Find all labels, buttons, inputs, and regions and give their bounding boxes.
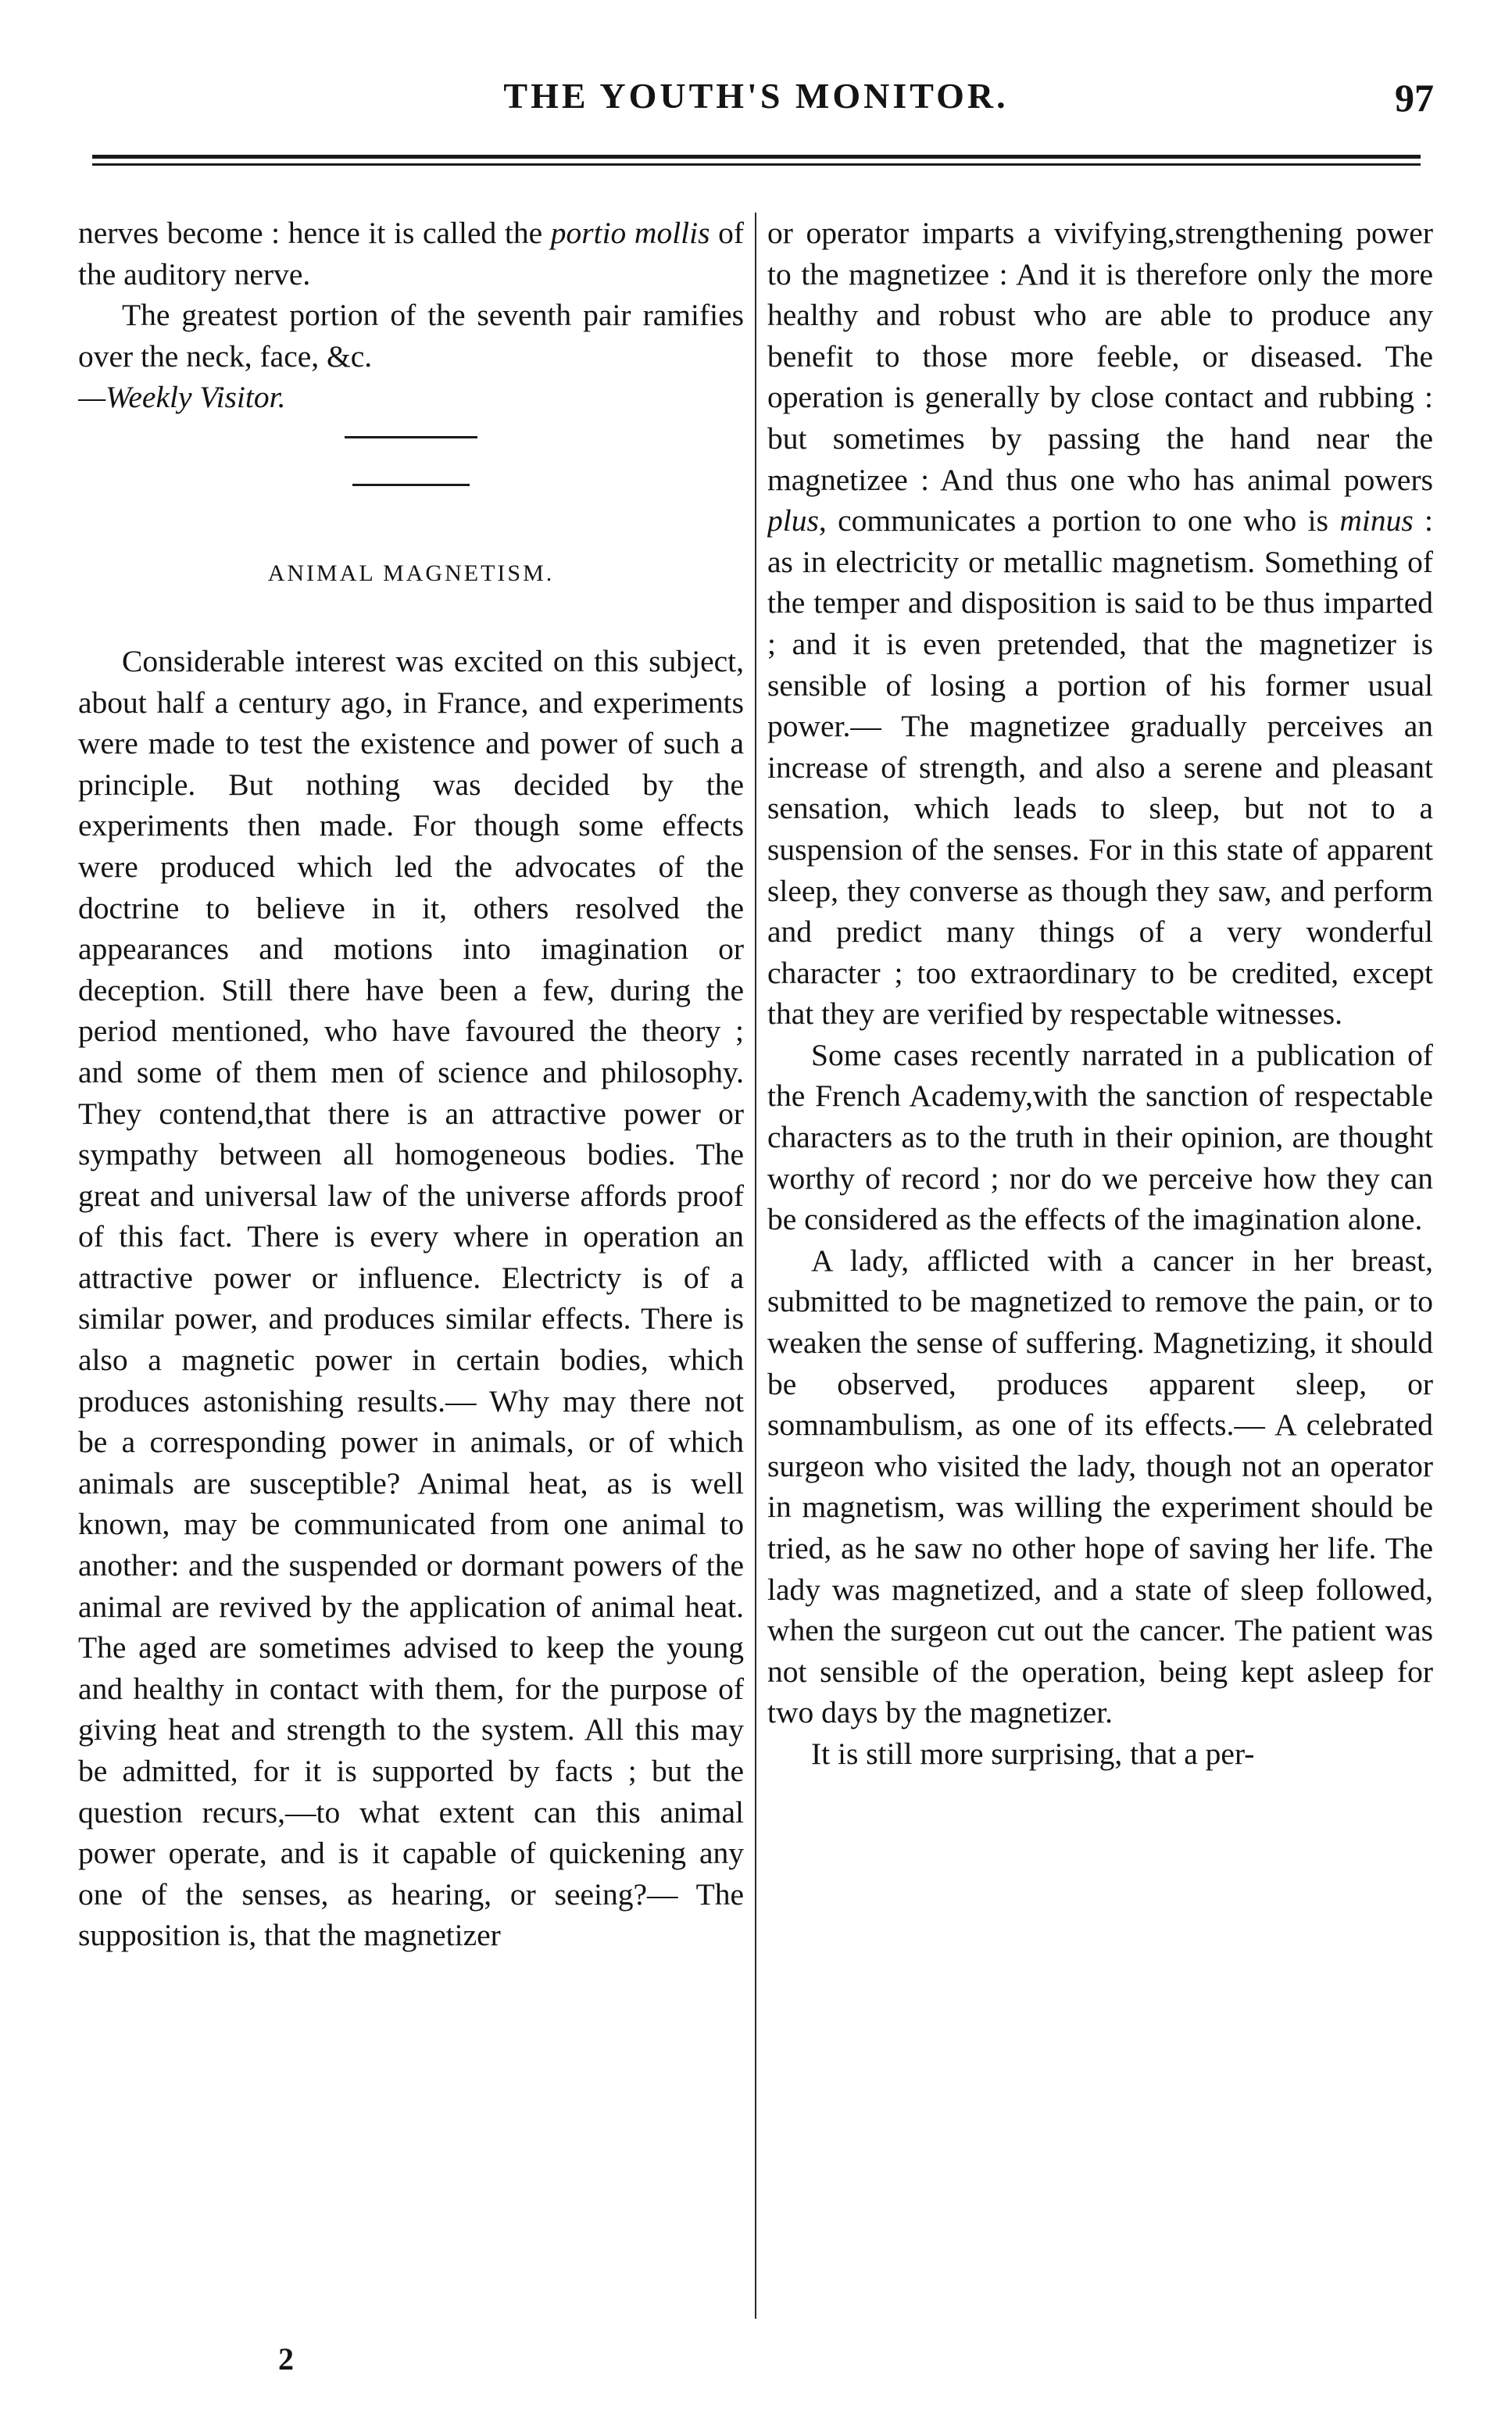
header-double-rule-bottom <box>92 163 1421 166</box>
cancer-case-paragraph: A lady, afflicted with a cancer in her breast, submitted to be magnetized to remove the pain, or to weaken the sense of suffering. Magnetizing, it should be observed, produces apparent sleep, or somnambulism, as one of its effects.— A celebrated surgeon who visited the lady, though not an operator in magnetism, was willing the experiment should be tried, as he saw no other hope of saving her life. The lady was magnetized, and a state of sleep followed, when the surgeon cut out the cancer. The patient was not sensible of the operation, being kept asleep for two days by the magnetizer. <box>767 1243 1433 1730</box>
left-column <box>78 213 744 2338</box>
signature-mark: 2 <box>278 2341 294 2377</box>
column-divider <box>755 213 756 2319</box>
running-header <box>78 75 1434 145</box>
page-number: 97 <box>1395 76 1434 120</box>
header-double-rule-top <box>92 155 1421 159</box>
term-minus: minus <box>1339 503 1414 538</box>
paragraph-text: : as in electricity or metallic magnetism. Something of the temper and disposition is said to be thus imparted ; and it is even pretended, that the magnetizer is sensible of losing a portion of his former usual power.— The magnetizee gradually perceives an increase of strength, and also a serene and pleasant sensation, which leads to sleep, but not to a suspension of the senses. For in this state of apparent sleep, they converse as though they saw, and perform and predict many things of a very wonderful character ; too extraordinary to be credited, except that they are verified by respectable witnesses. <box>767 503 1433 1032</box>
latin-term: portio mollis <box>550 216 710 250</box>
section-divider-rule-2 <box>352 484 470 486</box>
right-column <box>767 213 1433 2338</box>
source-attribution: —Weekly Visitor. <box>78 380 286 415</box>
paragraph-text: , communicates a portion to one who is <box>818 503 1340 538</box>
continued-text-end: of the auditory nerve. <box>78 216 744 292</box>
section-heading: ANIMAL MAGNETISM. <box>267 560 555 586</box>
term-plus: plus <box>767 503 819 538</box>
continued-paragraph <box>78 213 744 295</box>
french-academy-paragraph: Some cases recently narrated in a publication of the French Academy,with the sanction of respectable characters as to the truth in their opinion, are thought worthy of record ; nor do we perceive how they can be considered as the effects of the imagination alone. <box>767 1037 1433 1237</box>
continued-text: nerves become : hence it is called the <box>78 216 543 250</box>
paragraph-text: or operator imparts a vivifying,strengthening power to the magnetizee : And it is therefore only the more healthy and robust who are able to produce any benefit to those more feeble, or diseased. The operation is generally by close contact and rubbing : but sometimes by passing the hand near the magnetizee : And thus one who has animal powers <box>767 216 1433 497</box>
final-paragraph: It is still more surprising, that a per- <box>811 1736 1255 1771</box>
section-divider-rule <box>345 436 477 438</box>
running-title: THE YOUTH'S MONITOR. <box>503 76 1009 116</box>
article-paragraph: Considerable interest was excited on this subject, about half a century ago, in France, and experiments were made to test the existence and power of such a principle. But nothing was decided by the experiments then made. For though some effects were produced which led the advocates of the doctrine to believe in it, others resolved the appearances and motions into imagination or deception. Still there have been a few, during the period mentioned, who have favoured the theory ; and some of them men of science and philosophy. They contend,that there is an attractive power or sympathy between all homogeneous bodies. The great and universal law of the universe affords proof of this fact. There is every where in operation an attractive power or influence. Electricty is of a similar power, and produces similar effects. There is also a magnetic power in certain bodies, which produces astonishing results.— Why may there not be a corresponding power in animals, or of which animals are susceptible? Animal heat, as is well known, may be communicated from one animal to another: and the suspended or dormant powers of the animal are revived by the application of animal heat. The aged are sometimes advised to keep the young and healthy in contact with them, for the purpose of giving heat and strength to the system. All this may be admitted, for it is supported by facts ; but the question recurs,—to what extent can this animal power operate, and is it capable of quickening any one of the senses, as hearing, or seeing?— The supposition is, that the magnetizer <box>78 643 744 1953</box>
article-paragraph-continued <box>767 213 1433 1035</box>
seventh-pair-paragraph: The greatest portion of the seventh pair ramifies over the neck, face, &c. <box>78 298 744 374</box>
